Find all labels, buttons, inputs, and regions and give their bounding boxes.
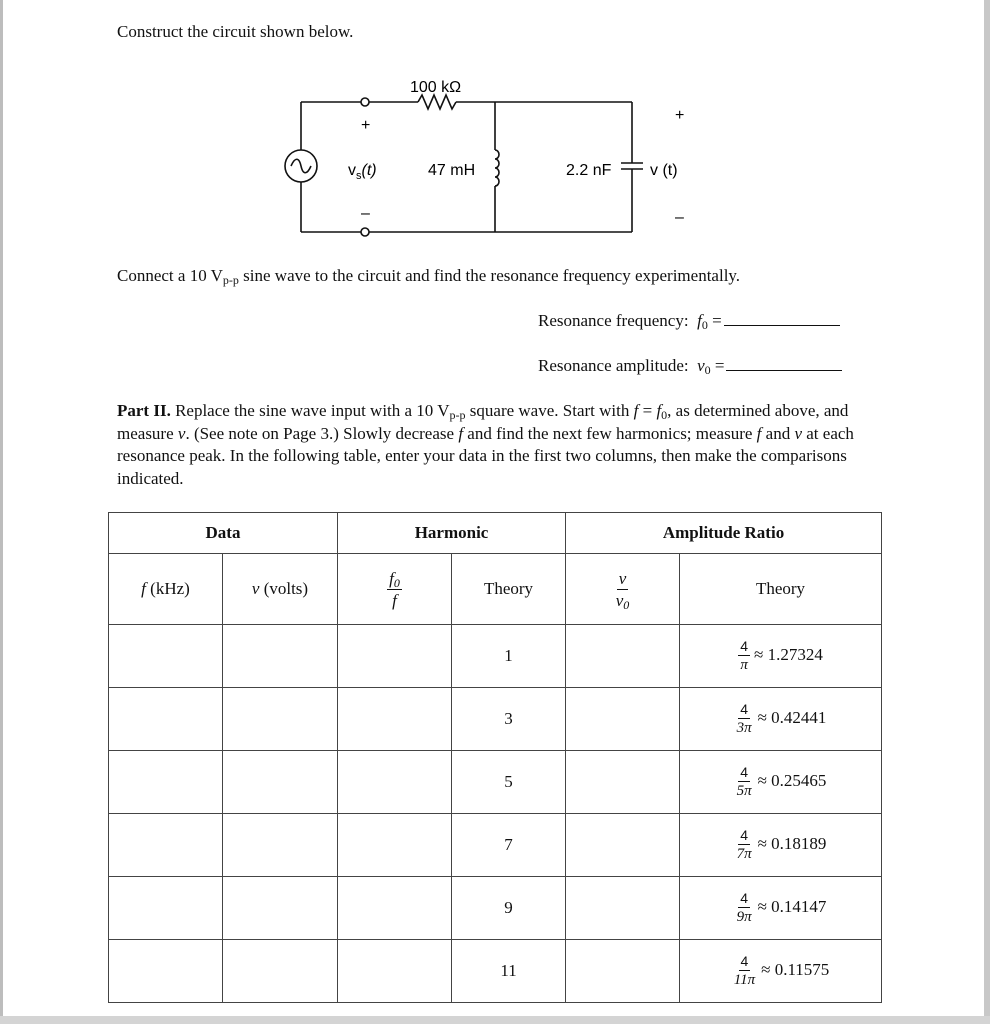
col-header-amplitude-ratio: [566, 554, 680, 625]
cell-frequency-input[interactable]: [109, 751, 223, 814]
cell-frequency-input[interactable]: [109, 625, 223, 688]
part-two-paragraph: Part II. Replace the sine wave input with a 10 $V_{p-p}$ square wave. Start with $f = f_0$, as determined above, and measure v. (See note on Page 3.) Slowly decrease f and find the next few harmonics; measure f and v at each resonance peak. In the following table, enter your data in the first two columns, then make the comparisons indicated.: [117, 401, 854, 488]
table-row: [109, 625, 882, 688]
table-row: [109, 688, 882, 751]
cell-amplitude-theory: $\frac{4}{7\pi}$ ≈ 0.18189: [680, 814, 882, 877]
cell-frequency-input[interactable]: [109, 688, 223, 751]
table-row: [109, 751, 882, 814]
table-row: [109, 940, 882, 1003]
output-voltage-label: v (t): [650, 162, 678, 179]
cell-amplitude-theory: $\frac{4}{\pi}$ ≈ 1.27324: [680, 625, 882, 688]
resonance-frequency-blank: [724, 311, 840, 326]
cell-amplitude-theory: $\frac{4}{9\pi}$ ≈ 0.14147: [680, 877, 882, 940]
cell-ratio-input[interactable]: [338, 814, 452, 877]
table-row: [109, 877, 882, 940]
cell-amplitude-theory: $\frac{4}{5\pi}$ ≈ 0.25465: [680, 751, 882, 814]
cell-amplitude-input[interactable]: [566, 877, 680, 940]
resonance-amplitude-line: Resonance amplitude: $v_0$ =: [538, 356, 842, 376]
cell-amplitude-input[interactable]: [566, 751, 680, 814]
cell-voltage-input[interactable]: [223, 688, 338, 751]
col-header-harmonic-ratio: [338, 554, 452, 625]
resonance-amplitude-blank: [726, 356, 842, 371]
cell-voltage-input[interactable]: [223, 814, 338, 877]
window-bottom-edge: [0, 1016, 990, 1024]
cell-harmonic-theory: 5: [452, 751, 566, 814]
harmonics-table: [108, 512, 882, 1003]
source-label: $v_s(t)$: [348, 162, 377, 182]
page-left-edge: [0, 0, 3, 1024]
cell-amplitude-input[interactable]: [566, 814, 680, 877]
cell-harmonic-theory: 11: [452, 940, 566, 1003]
window-right-edge: [984, 0, 990, 1024]
resonance-frequency-line: Resonance frequency: $f_0$ =: [538, 311, 840, 331]
cell-amplitude-input[interactable]: [566, 688, 680, 751]
cell-ratio-input[interactable]: [338, 940, 452, 1003]
cell-amplitude-input[interactable]: [566, 625, 680, 688]
theory-fraction: $\frac{4}{9\pi}$: [736, 890, 752, 925]
input-terminal-bottom: [361, 228, 369, 236]
input-terminal-top: [361, 98, 369, 106]
input-minus-sign: –: [361, 205, 370, 222]
resistor-symbol: [418, 95, 456, 109]
output-minus-sign: –: [675, 209, 684, 226]
sine-wave-icon: [291, 159, 311, 173]
fraction-v-over-v0: $\frac{v}{v_0}$: [615, 568, 630, 612]
cell-ratio-input[interactable]: [338, 751, 452, 814]
cell-frequency-input[interactable]: [109, 940, 223, 1003]
group-header-data: Data: [109, 513, 338, 554]
output-plus-sign: +: [675, 107, 685, 124]
col-header-amplitude-theory: Theory: [680, 554, 882, 625]
cell-voltage-input[interactable]: [223, 625, 338, 688]
cell-amplitude-input[interactable]: [566, 940, 680, 1003]
input-plus-sign: +: [361, 117, 371, 134]
theory-fraction: $\frac{4}{\pi}$: [740, 638, 748, 673]
cell-voltage-input[interactable]: [223, 940, 338, 1003]
cell-harmonic-theory: 9: [452, 877, 566, 940]
theory-fraction: $\frac{4}{3\pi}$: [736, 701, 752, 736]
connect-instruction: Connect a 10 $V_{p-p}$ sine wave to the circuit and find the resonance frequency experimentally.: [117, 266, 741, 287]
fraction-f0-over-f: $\frac{f_0}{f}$: [389, 568, 400, 610]
cell-voltage-input[interactable]: [223, 877, 338, 940]
cell-amplitude-theory: $\frac{4}{3\pi}$ ≈ 0.42441: [680, 688, 882, 751]
cell-frequency-input[interactable]: [109, 877, 223, 940]
table-row: [109, 814, 882, 877]
cell-harmonic-theory: 3: [452, 688, 566, 751]
cell-harmonic-theory: 7: [452, 814, 566, 877]
inductor-coil: [495, 150, 499, 186]
cell-ratio-input[interactable]: [338, 625, 452, 688]
col-header-frequency: f (kHz): [109, 554, 223, 625]
theory-fraction: $\frac{4}{11\pi}$: [733, 953, 756, 988]
capacitor-label: 2.2 nF: [566, 162, 612, 179]
group-header-harmonic: Harmonic: [338, 513, 566, 554]
circuit-diagram: [270, 68, 710, 248]
cell-voltage-input[interactable]: [223, 751, 338, 814]
intro-text: Construct the circuit shown below.: [117, 22, 354, 41]
resistor-label: 100 kΩ: [410, 79, 462, 96]
cell-ratio-input[interactable]: [338, 688, 452, 751]
col-header-voltage: v (volts): [223, 554, 338, 625]
cell-ratio-input[interactable]: [338, 877, 452, 940]
cell-harmonic-theory: 1: [452, 625, 566, 688]
theory-fraction: $\frac{4}{5\pi}$: [736, 764, 752, 799]
theory-fraction: $\frac{4}{7\pi}$: [736, 827, 752, 862]
col-header-harmonic-theory: Theory: [452, 554, 566, 625]
group-header-amplitude-ratio: Amplitude Ratio: [566, 513, 882, 554]
cell-frequency-input[interactable]: [109, 814, 223, 877]
cell-amplitude-theory: $\frac{4}{11\pi}$ ≈ 0.11575: [680, 940, 882, 1003]
inductor-label: 47 mH: [428, 162, 476, 179]
